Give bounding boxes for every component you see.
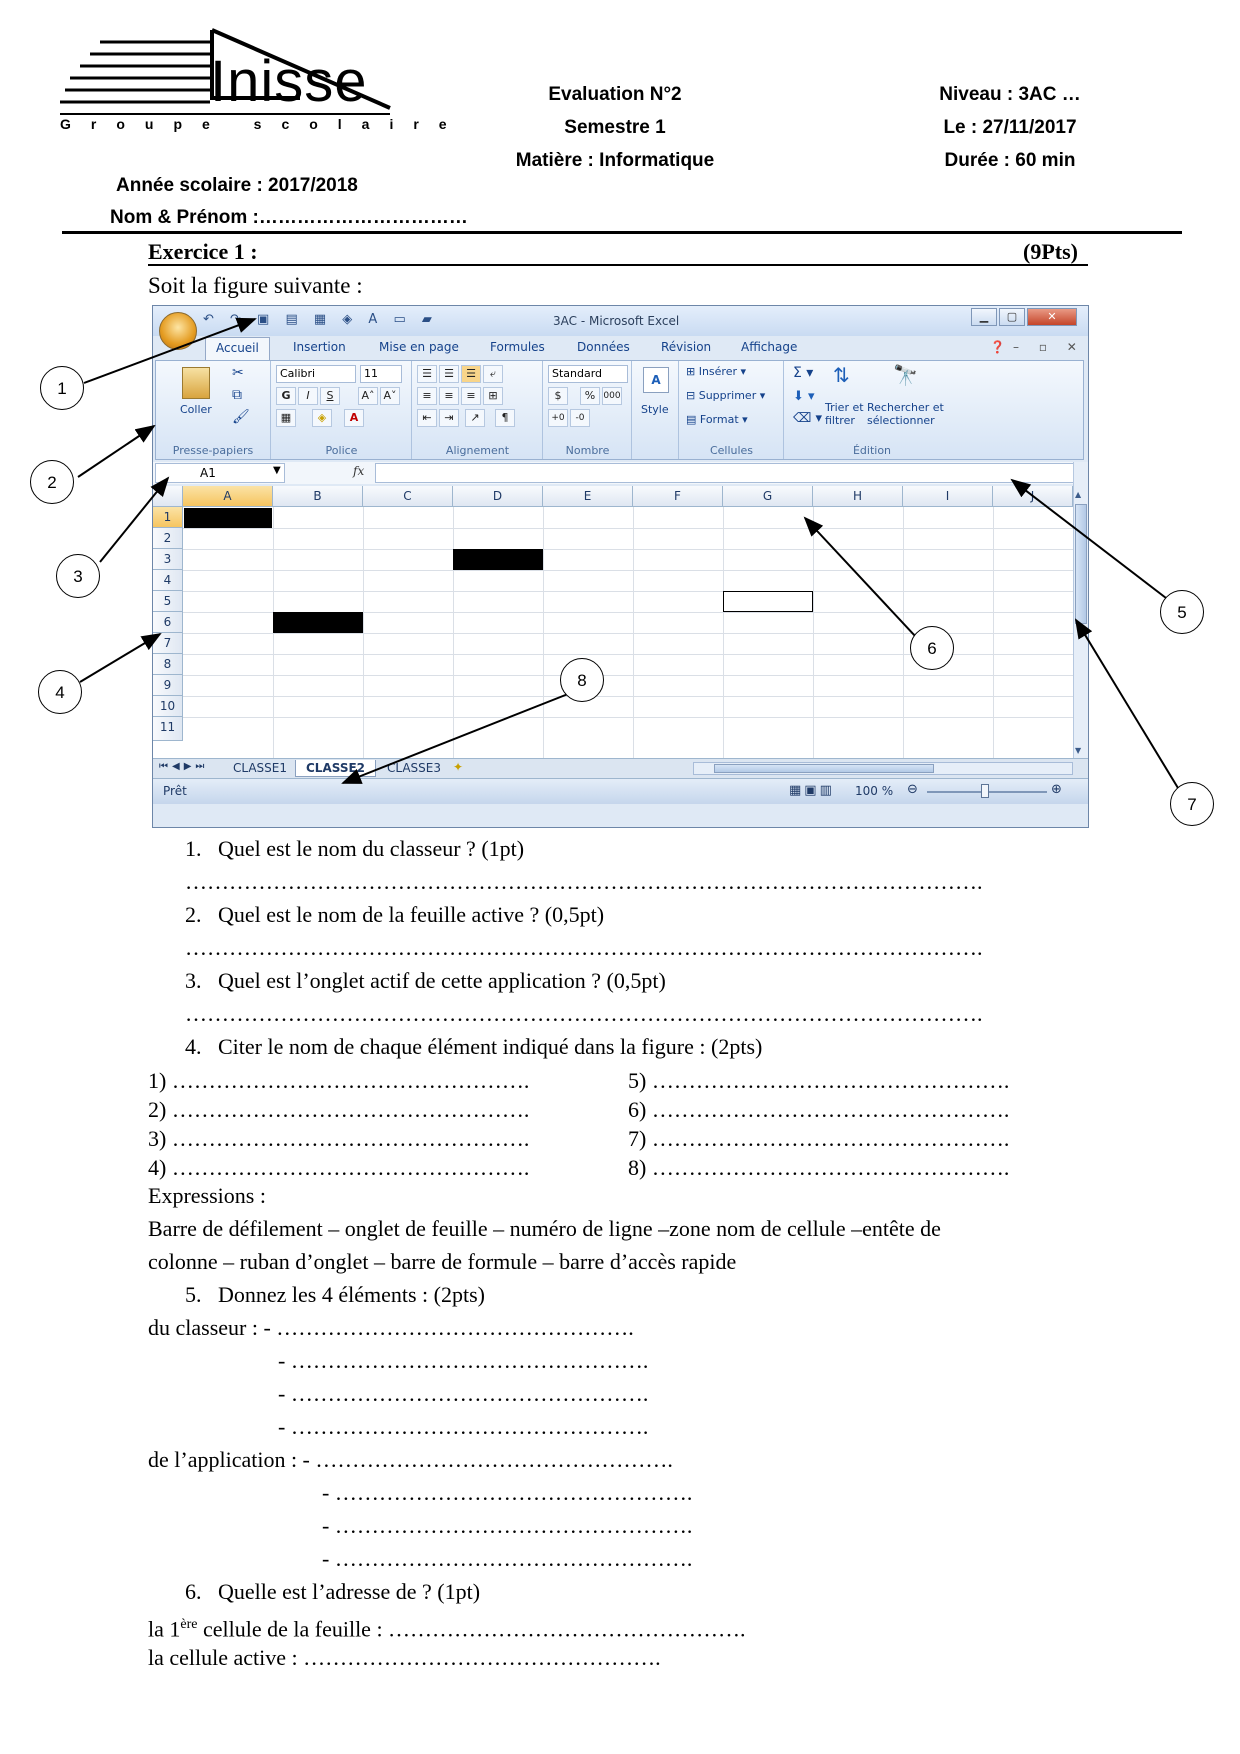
- item-3[interactable]: 3) ………………………………………….: [148, 1126, 530, 1151]
- delete-cells-label: Supprimer: [698, 389, 757, 402]
- classeur-answer-3[interactable]: - ………………………………………….: [278, 1381, 649, 1406]
- align-center-icon[interactable]: ≡: [439, 387, 459, 405]
- autosum-icon[interactable]: Σ ▾: [793, 365, 814, 381]
- align-right-icon[interactable]: ≡: [461, 387, 481, 405]
- row-header[interactable]: 1: [153, 507, 183, 528]
- minimize-button[interactable]: ▁: [971, 308, 997, 326]
- semester: Semestre 1: [564, 117, 666, 138]
- question-3: 3. Quel est l’onglet actif de cette application ? (0,5pt): [185, 968, 666, 993]
- arrow-3: [100, 478, 168, 562]
- group-label-presse-papiers: Presse-papiers: [172, 444, 254, 457]
- close-button[interactable]: ✕: [1027, 308, 1077, 326]
- insert-cells-button[interactable]: ⊞ Insérer ▾: [686, 365, 747, 378]
- align-bottom-icon[interactable]: ☰: [461, 365, 481, 383]
- thousands-icon[interactable]: 000: [602, 387, 622, 405]
- column-header[interactable]: E: [543, 486, 633, 507]
- decrease-decimal-icon[interactable]: -0: [570, 409, 590, 427]
- row-header[interactable]: 11: [153, 717, 183, 741]
- tab-insertion[interactable]: Insertion: [293, 340, 346, 354]
- wrap-text-icon[interactable]: ⤶: [483, 365, 503, 383]
- status-text: Prêt: [163, 784, 187, 798]
- application-answer-4[interactable]: - ………………………………………….: [322, 1546, 693, 1571]
- column-header[interactable]: I: [903, 486, 993, 507]
- column-header[interactable]: A: [183, 486, 273, 507]
- orientation-icon[interactable]: ↗: [465, 409, 485, 427]
- row-header[interactable]: 2: [153, 528, 183, 549]
- sheet-nav-icons[interactable]: ⏮◀▶⏭: [159, 761, 209, 772]
- sheet-tab-classe2[interactable]: CLASSE2: [295, 760, 376, 777]
- callout-4: 4: [38, 670, 82, 714]
- decrease-indent-icon[interactable]: ⇤: [417, 409, 437, 427]
- evaluation-title: Evaluation N°2: [548, 84, 682, 105]
- group-label-cellules: Cellules: [709, 444, 754, 457]
- application-answer-3[interactable]: - ………………………………………….: [322, 1513, 693, 1538]
- item-2[interactable]: 2) ………………………………………….: [148, 1097, 530, 1122]
- font-size-select[interactable]: 11: [360, 365, 402, 383]
- text-direction-icon[interactable]: ¶: [495, 409, 515, 427]
- group-label-edition: Édition: [852, 444, 892, 457]
- item-1[interactable]: 1) ………………………………………….: [148, 1068, 530, 1093]
- answer-line-3[interactable]: ……………………………………………………………………………………………….: [185, 1001, 983, 1026]
- copy-icon[interactable]: ⧉: [232, 387, 242, 403]
- help-icon[interactable]: ❓: [990, 340, 1005, 354]
- sort-filter-icon[interactable]: ⇅: [833, 363, 850, 387]
- application-answer-2[interactable]: - ………………………………………….: [322, 1480, 693, 1505]
- name-box-dropdown-icon[interactable]: ▼: [273, 465, 281, 476]
- align-top-icon[interactable]: ☰: [417, 365, 437, 383]
- column-header[interactable]: F: [633, 486, 723, 507]
- name-box[interactable]: A1: [155, 463, 285, 483]
- number-format-select[interactable]: Standard: [548, 365, 628, 383]
- exercise-points: (9Pts): [1023, 239, 1078, 264]
- sort-filter-label-2[interactable]: filtrer: [825, 414, 855, 427]
- row-header[interactable]: 6: [153, 612, 183, 633]
- underline-button[interactable]: S: [320, 387, 340, 405]
- align-middle-icon[interactable]: ☰: [439, 365, 459, 383]
- exercise-intro: Soit la figure suivante :: [148, 273, 363, 298]
- increase-decimal-icon[interactable]: +0: [548, 409, 568, 427]
- style-button-label[interactable]: Style: [641, 403, 669, 416]
- arrow-2: [78, 426, 154, 477]
- fill-icon[interactable]: ⬇ ▾: [793, 389, 815, 404]
- first-cell-label-b: cellule de la feuille : ………………………………………….: [197, 1616, 746, 1642]
- student-name-field: Nom & Prénom :……………………………: [110, 207, 468, 228]
- bold-button[interactable]: G: [276, 387, 296, 405]
- group-label-alignement: Alignement: [445, 444, 510, 457]
- tab-mise-en-page[interactable]: Mise en page: [379, 340, 459, 354]
- cut-icon[interactable]: ✂: [232, 365, 244, 381]
- column-header[interactable]: B: [273, 486, 363, 507]
- row-header[interactable]: 7: [153, 633, 183, 654]
- zoom-out-icon[interactable]: ⊖: [907, 782, 918, 797]
- tab-revision[interactable]: Révision: [661, 340, 712, 354]
- callout-3: 3: [56, 554, 100, 598]
- school-year: Année scolaire : 2017/2018: [116, 175, 358, 196]
- fill-color-icon[interactable]: ◈: [312, 409, 332, 427]
- arrow-4: [80, 634, 160, 682]
- logo-subtitle: Groupe scolaire: [60, 116, 467, 132]
- view-buttons-icon[interactable]: ▦▣▥: [789, 783, 835, 798]
- grow-font-icon[interactable]: A˄: [358, 387, 378, 405]
- borders-icon[interactable]: ▦: [276, 409, 296, 427]
- group-label-police: Police: [325, 444, 358, 457]
- classeur-answer-1[interactable]: du classeur : - ………………………………………….: [148, 1315, 634, 1340]
- font-name-select[interactable]: Calibri: [276, 365, 356, 383]
- expressions-title: Expressions :: [148, 1183, 266, 1208]
- callout-8: 8: [560, 658, 604, 702]
- clear-icon[interactable]: ⌫ ▾: [793, 411, 823, 426]
- arrow-5: [1012, 480, 1166, 598]
- sheet-tab-classe3[interactable]: CLASSE3: [387, 761, 441, 775]
- item-7[interactable]: 7) ………………………………………….: [628, 1126, 1010, 1151]
- item-6[interactable]: 6) ………………………………………….: [628, 1097, 1010, 1122]
- find-select-icon[interactable]: 🔭: [893, 363, 918, 387]
- tab-affichage[interactable]: Affichage: [741, 340, 798, 354]
- column-header[interactable]: D: [453, 486, 543, 507]
- find-select-label-1[interactable]: Rechercher et: [867, 401, 944, 414]
- merge-icon[interactable]: ⊞: [483, 387, 503, 405]
- question-5: 5. Donnez les 4 éléments : (2pts): [185, 1282, 485, 1307]
- classeur-answer-4[interactable]: - ………………………………………….: [278, 1414, 649, 1439]
- delete-cells-button[interactable]: ⊟ Supprimer ▾: [686, 389, 766, 402]
- sort-filter-label-1[interactable]: Trier et: [825, 401, 864, 414]
- item-4[interactable]: 4) ………………………………………….: [148, 1155, 530, 1180]
- question-6: 6. Quelle est l’adresse de ? (1pt): [185, 1579, 481, 1604]
- format-painter-icon[interactable]: 🖌: [232, 409, 250, 425]
- row-header[interactable]: 8: [153, 654, 183, 675]
- currency-icon[interactable]: $: [548, 387, 568, 405]
- question-4: 4. Citer le nom de chaque élément indiqué dans la figure : (2pts): [185, 1034, 763, 1059]
- active-cell-answer[interactable]: la cellule active : ………………………………………….: [148, 1645, 661, 1670]
- level: Niveau : 3AC …: [939, 84, 1081, 105]
- first-cell-answer[interactable]: [148, 1612, 746, 1642]
- format-cells-button[interactable]: ▤ Format ▾: [686, 413, 748, 426]
- first-cell-label-a: la 1: [148, 1616, 181, 1642]
- item-5[interactable]: 5) ………………………………………….: [628, 1068, 1010, 1093]
- column-header[interactable]: J: [993, 486, 1073, 507]
- duration: Durée : 60 min: [944, 150, 1076, 171]
- tab-formules[interactable]: Formules: [490, 340, 545, 354]
- expressions-line-2: colonne – ruban d’onglet – barre de formule – barre d’accès rapide: [148, 1249, 737, 1274]
- callout-5: 5: [1160, 590, 1204, 634]
- sheet-tab-classe1[interactable]: CLASSE1: [233, 761, 287, 775]
- tab-donnees[interactable]: Données: [577, 340, 630, 354]
- application-answer-1[interactable]: de l’application : - ………………………………………….: [148, 1447, 673, 1472]
- shrink-font-icon[interactable]: A˅: [380, 387, 400, 405]
- align-left-icon[interactable]: ≡: [417, 387, 437, 405]
- callout-7: 7: [1170, 782, 1214, 826]
- subject: Matière : Informatique: [515, 150, 715, 171]
- ribbon-window-controls[interactable]: – ▫ ✕: [1013, 340, 1085, 354]
- classeur-answer-2[interactable]: - ………………………………………….: [278, 1348, 649, 1373]
- callout-2: 2: [30, 460, 74, 504]
- callout-6: 6: [910, 626, 954, 670]
- arrow-8: [343, 694, 568, 783]
- expressions-line-1: Barre de défilement – onglet de feuille – numéro de ligne –zone nom de cellule –entête de: [148, 1216, 941, 1241]
- insert-sheet-icon[interactable]: ✦: [453, 760, 464, 774]
- row-header[interactable]: 10: [153, 696, 183, 717]
- maximize-button[interactable]: ▢: [999, 308, 1025, 326]
- row-header[interactable]: 3: [153, 549, 183, 570]
- arrow-7: [1076, 620, 1178, 788]
- increase-indent-icon[interactable]: ⇥: [439, 409, 459, 427]
- group-label-nombre: Nombre: [565, 444, 610, 457]
- row-header[interactable]: 9: [153, 675, 183, 696]
- percent-icon[interactable]: %: [580, 387, 600, 405]
- scroll-down-icon[interactable]: ▼: [1075, 746, 1082, 755]
- zoom-level[interactable]: 100 %: [855, 784, 894, 798]
- item-8[interactable]: 8) ………………………………………….: [628, 1155, 1010, 1180]
- first-cell-sup: ère: [180, 1617, 198, 1632]
- tab-accueil[interactable]: Accueil: [205, 337, 270, 361]
- window-title: 3AC - Microsoft Excel: [553, 314, 680, 328]
- fx-button[interactable]: fx: [353, 464, 365, 478]
- arrow-6: [805, 518, 916, 637]
- format-cells-label: Format: [699, 413, 739, 426]
- exercise-title: Exercice 1 :: [148, 239, 258, 264]
- answer-line-2[interactable]: ……………………………………………………………………………………………….: [185, 935, 983, 960]
- callout-1: 1: [40, 366, 84, 410]
- row-header[interactable]: 5: [153, 591, 183, 612]
- quick-access-toolbar[interactable]: ↶ ↷ ▣ ▤ ▦ ◈ A ▭ ▰: [203, 312, 438, 327]
- answer-line-1[interactable]: ……………………………………………………………………………………………….: [185, 869, 983, 894]
- date: Le : 27/11/2017: [943, 117, 1077, 138]
- column-header[interactable]: G: [723, 486, 813, 507]
- column-header[interactable]: H: [813, 486, 903, 507]
- style-icon[interactable]: A: [643, 367, 669, 393]
- paste-button-label[interactable]: Coller: [180, 403, 212, 416]
- font-color-icon[interactable]: A: [344, 409, 364, 427]
- row-header[interactable]: 4: [153, 570, 183, 591]
- column-header[interactable]: C: [363, 486, 453, 507]
- arrow-1: [84, 319, 255, 383]
- question-1: 1. Quel est le nom du classeur ? (1pt): [185, 836, 525, 861]
- find-select-label-2[interactable]: sélectionner: [867, 414, 935, 427]
- italic-button[interactable]: I: [298, 387, 318, 405]
- insert-cells-label: Insérer: [698, 365, 738, 378]
- question-2: 2. Quel est le nom de la feuille active ? (0,5pt): [185, 902, 605, 927]
- logo-word: Inisse: [210, 49, 368, 114]
- scroll-up-icon[interactable]: ▲: [1075, 490, 1082, 499]
- zoom-in-icon[interactable]: ⊕: [1051, 782, 1062, 797]
